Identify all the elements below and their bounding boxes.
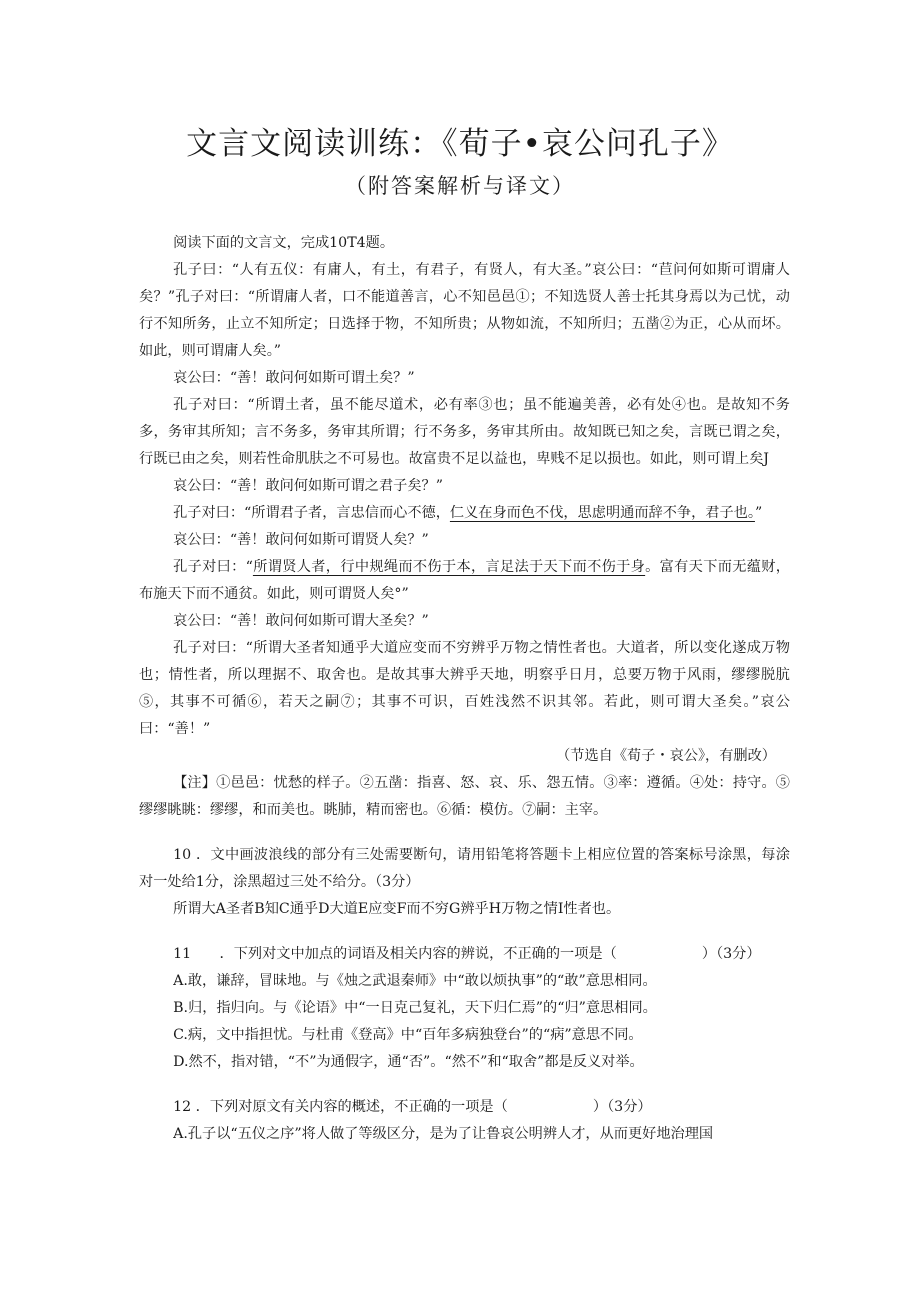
passage-paragraph-5 bbox=[139, 500, 790, 527]
question-12-option-a: A.孔子以“五仪之序”将人做了等级区分，是为了让鲁哀公明辨人才，从而更好地治理国 bbox=[173, 1126, 714, 1142]
passage-paragraph-1: 孔子曰：“人有五仪：有庸人，有土，有君子，有贤人，有大圣。”哀公曰：“苣问何如斯可谓庸人矣？”孔子对曰：“所谓庸人者，口不能道善言，心不知邑邑①；不知选贤人善士托其身焉以为己忧，动行不知所务，止立不知所定；日选择于物，不知所贵；从物如流，不知所归；五凿②为正，心从而坏。如此，则可谓庸人矣。” bbox=[139, 262, 790, 359]
page-title: 文言文阅读训练：《荀子•哀公问孔子》 bbox=[186, 126, 734, 162]
question-11-option-a: A.敢，谦辞，冒昧地。与《烛之武退秦师》中“敢以烦执事”的“敢”意思相同。 bbox=[173, 973, 657, 989]
passage-paragraph-6: 哀公曰：“善！敢问何如斯可谓贤人矣？” bbox=[173, 532, 429, 548]
annotation-note: 【注】①邑邑：忧愁的样子。②五凿：指喜、怒、哀、乐、怨五情。③率：遵循。④处：持守。⑤缪缪眺眺：缪缪，和而美也。眺肺，精而密也。⑥循：模仿。⑦嗣：主宰。 bbox=[139, 775, 790, 818]
passage-paragraph-9: 孔子对曰：“所谓大圣者知通乎大道应变而不穷辨乎万物之情性者也。大道者，所以变化遂成万物也；情性者，所以理据不、取舍也。是故其事大辨乎天地，明察乎日月，总要万物于风雨，缪缪脱肮⑤，其事不可循⑥，若天之嗣⑦；其事不可识，百姓浅然不识其邻。若此，则可谓大圣矣。”哀公曰：“善！” bbox=[139, 640, 790, 737]
document-body bbox=[139, 230, 790, 1148]
p5-close: ” bbox=[754, 505, 763, 521]
passage-paragraph-2: 哀公曰：“善！敢问何如斯可谓土矣？” bbox=[173, 370, 415, 386]
underlined-sentence-2: 所谓贤人者，行中规绳而不伤于本，言足法于天下而不伤于身 bbox=[252, 559, 646, 575]
passage-paragraph-8: 哀公曰：“善！敢问何如斯可谓大圣矣？” bbox=[173, 613, 429, 629]
question-11-option-b: B.归，指归向。与《论语》中“一日克己复礼，天下归仁焉”的“归”意思相同。 bbox=[173, 1000, 657, 1016]
source-citation: （节选自《荀子・哀公》，有删改） bbox=[556, 748, 776, 764]
underlined-sentence-1: 仁义在身而色不伐，思虑明通而辞不争，君子也。 bbox=[449, 505, 755, 521]
passage-paragraph-3: 孔子对曰：“所谓土者，虽不能尽道术，必有率③也；虽不能遍美善，必有处④也。是故知不务多，务审其所知；言不务多，务审其所谓；行不务多，务审其所由。故知既已知之矣，言既已谓之矣，行既已由之矣，则若性命肌肤之不可易也。故富贵不足以益也，卑贱不足以损也。如此，则可谓上矣J bbox=[139, 397, 790, 467]
passage-paragraph-4: 哀公曰：“善！敢问何如斯可谓之君子矣？” bbox=[173, 478, 443, 494]
p7-text-a: 孔子对曰：“ bbox=[173, 559, 253, 575]
question-11-stem: 11 ．下列对文中加点的词语及相关内容的辨说，不正确的一项是（ ）（3分） bbox=[173, 946, 761, 962]
question-11-option-d: D.然不，指对错，“不”为通假字，通“否”。“然不”和“取舍”都是反义对举。 bbox=[173, 1054, 644, 1070]
p7-text-c: 。富有天下而无蕴财，布施天下而不通贫。如此，则可谓贤人矣°” bbox=[139, 559, 790, 602]
passage-paragraph-7 bbox=[139, 554, 790, 608]
question-12-stem: 12 ．下列对原文有关内容的概述，不正确的一项是（ ）（3分） bbox=[173, 1099, 652, 1115]
intro-line: 阅读下面的文言文，完成10T4题。 bbox=[173, 235, 395, 251]
page-subtitle: （附答案解析与译文） bbox=[345, 174, 575, 198]
question-10-stem: 10 ．文中画波浪线的部分有三处需要断句，请用铅笔将答题卡上相应位置的答案标号涂黑，每涂对一处给1分，涂黑超过三处不给分。（3分） bbox=[139, 847, 790, 890]
p5-text: 孔子对曰：“所谓君子者，言忠信而心不德， bbox=[173, 505, 450, 521]
question-10-text: 所谓大A圣者B知C通乎D大道E应变F而不穷G辨乎H万物之情I性者也。 bbox=[173, 901, 621, 917]
question-11-option-c: C.病，文中指担忧。与杜甫《登高》中“百年多病独登台”的“病”意思不同。 bbox=[173, 1027, 643, 1043]
